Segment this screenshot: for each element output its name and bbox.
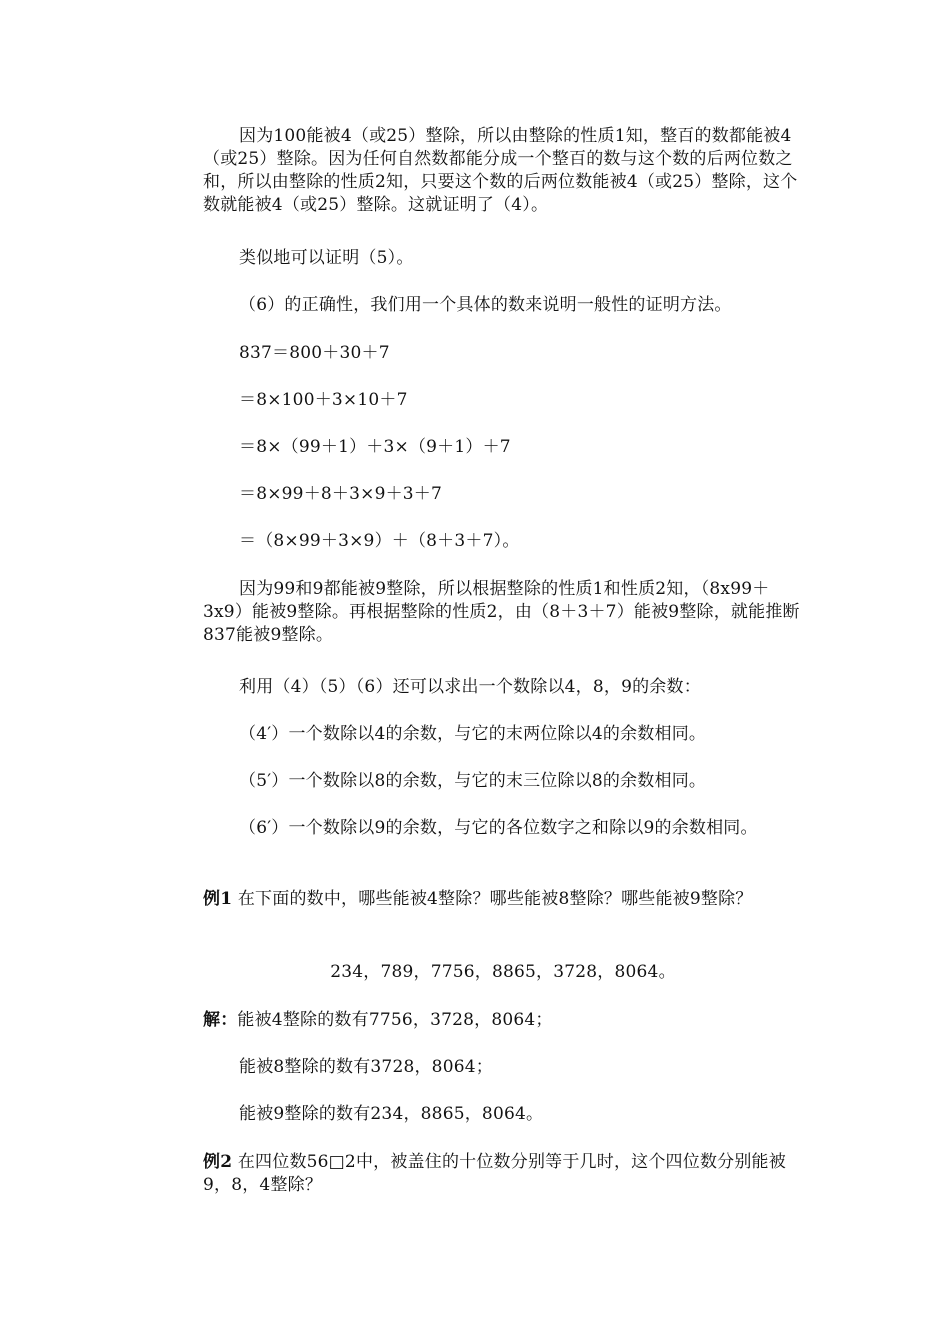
paragraph-remainder-4: （4′）一个数除以4的余数，与它的末两位除以4的余数相同。	[239, 724, 707, 744]
paragraph-remainder-9: （6′）一个数除以9的余数，与它的各位数字之和除以9的余数相同。	[239, 818, 758, 838]
paragraph-proof-6-explanation: 因为99和9都能被9整除，所以根据整除的性质1和性质2知，（8x99＋3x9）能被9整除。再根据整除的性质2，由（8＋3＋7）能被9整除，就能推断837能被9整除。	[203, 579, 800, 645]
example-1-solution-line-3: 能被9整除的数有234，8865，8064。	[239, 1104, 544, 1124]
example-2-question	[203, 1151, 803, 1197]
equation-line-4: ＝8×99＋8＋3×9＋3＋7	[239, 484, 443, 504]
example-1-label: 例1	[203, 889, 233, 909]
equation-line-5: ＝（8×99＋3×9）＋（8＋3＋7）。	[239, 531, 520, 551]
example-1-solution-line-1	[203, 1009, 803, 1032]
example-1-numbers: 234，789，7756，8865，3728，8064。	[330, 962, 676, 982]
paragraph-proof-4: 因为100能被4（或25）整除，所以由整除的性质1知，整百的数都能被4（或25）整除。因为任何自然数都能分成一个整百的数与这个数的后两位数之和，所以由整除的性质2知，只要这个数的后两位数能被4（或25）整除，这个数就能被4（或25）整除。这就证明了（4）。	[203, 126, 798, 215]
example-1-solution-line-2: 能被8整除的数有3728，8064；	[239, 1057, 493, 1077]
equation-line-3: ＝8×（99＋1）＋3×（9＋1）＋7	[239, 437, 511, 457]
paragraph-remainder-intro: 利用（4）（5）（6）还可以求出一个数除以4，8，9的余数：	[239, 677, 701, 697]
solution-label: 解：	[203, 1010, 238, 1030]
example-1-question-text: 在下面的数中，哪些能被4整除？哪些能被8整除？哪些能被9整除？	[232, 889, 753, 909]
example-1-question	[203, 888, 803, 911]
example-2-label: 例2	[203, 1152, 233, 1172]
paragraph-proof-5: 类似地可以证明（5）。	[239, 248, 414, 268]
solution-line-1-text: 能被4整除的数有7756，3728，8064；	[237, 1010, 553, 1030]
paragraph-remainder-8: （5′）一个数除以8的余数，与它的末三位除以8的余数相同。	[239, 771, 707, 791]
paragraph-proof-6-intro: （6）的正确性，我们用一个具体的数来说明一般性的证明方法。	[239, 295, 732, 315]
equation-line-2: ＝8×100＋3×10＋7	[239, 390, 408, 410]
example-2-question-text: 在四位数56□2中，被盖住的十位数分别等于几时，这个四位数分别能被9，8，4整除？	[203, 1152, 786, 1195]
equation-line-1: 837＝800＋30＋7	[239, 343, 390, 363]
